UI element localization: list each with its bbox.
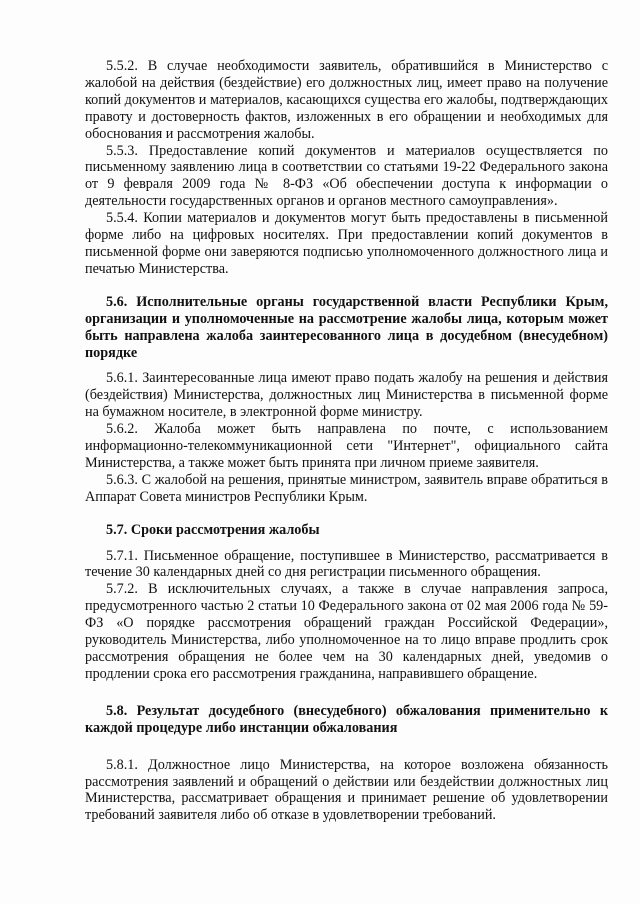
section-spacer [85, 506, 608, 522]
paragraph-5-6-1: 5.6.1. Заинтересованные лица имеют право подать жалобу на решения и действия (бездействия) Министерства, должностных лиц Министерства в письменной форме на бумажном носителе, в электронной форме министру. [85, 370, 608, 421]
heading-5-7: 5.7. Сроки рассмотрения жалобы [106, 521, 320, 538]
section-spacer [85, 683, 608, 703]
section-spacer [85, 361, 608, 370]
heading-5-6: 5.6. Исполнительные органы государственной власти Республики Крым, организации и уполномоченные на рассмотрение жалобы лица, которым может быть направлена жалоба заинтересованного лица в досудебном (внесудебном) порядке [85, 293, 608, 361]
section-spacer [85, 737, 608, 757]
paragraph-5-6-2: 5.6.2. Жалоба может быть направлена по почте, с использованием информационно-телекоммуникационной сети "Интернет", официального сайта Министерства, а также может быть принята при личном приеме заявителя. [85, 421, 608, 471]
section-spacer [85, 278, 608, 294]
paragraph-5-5-3: 5.5.3. Предоставление копий документов и материалов осуществляется по письменному заявлению лица в соответствии со статьями 19-22 Федерального закона от 9 февраля 2009 года № 8-ФЗ «Об обеспечении доступа к информации о деятельности государственных органов и органов местного самоуправления». [85, 142, 608, 210]
section-spacer [85, 539, 608, 548]
paragraph-5-5-4: 5.5.4. Копии материалов и документов могут быть предоставлены в письменной форме либо на цифровых носителях. При предоставлении копий документов в письменной форме они заверяются подписью уполномоченного должностного лица и печатью Министерства. [85, 210, 608, 277]
document-body [85, 58, 608, 824]
paragraph-5-6-3: 5.6.3. С жалобой на решения, принятые министром, заявитель вправе обратиться в Аппарат Совета министров Республики Крым. [85, 471, 608, 505]
paragraph-5-8-1: 5.8.1. Должностное лицо Министерства, на которое возложена обязанность рассмотрения заявлений и обращений о действии или бездействии должностных лиц Министерства, рассматривает обращения и принимает решение об удовлетворении требований заявителя либо об отказе в удовлетворении требований. [85, 756, 608, 824]
paragraph-5-7-2: 5.7.2. В исключительных случаях, а также в случае направления запроса, предусмотренного частью 2 статьи 10 Федерального закона от 02 мая 2006 года № 59-ФЗ «О порядке рассмотрения обращений граждан Российской Федерации», руководитель Министерства, либо уполномоченное на то лицо вправе продлить срок рассмотрения обращения не более чем на 30 календарных дней, уведомив о продлении срока его рассмотрения гражданина, направившего обращение. [85, 581, 608, 682]
paragraph-5-7-1: 5.7.1. Письменное обращение, поступившее в Министерство, рассматривается в течение 30 календарных дней со дня регистрации письменного обращения. [85, 547, 608, 581]
paragraph-5-5-2: 5.5.2. В случае необходимости заявитель, обратившийся в Министерство с жалобой на действия (бездействие) его должностных лиц, имеет право на получение копий документов и материалов, касающихся существа его жалобы, подтверждающих правоту и достоверность фактов, изложенных в его обращении и необходимых для обоснования и рассмотрения жалобы. [85, 58, 608, 142]
heading-5-8: 5.8. Результат досудебного (внесудебного) обжалования применительно к каждой процедуре либо инстанции обжалования [85, 702, 608, 736]
